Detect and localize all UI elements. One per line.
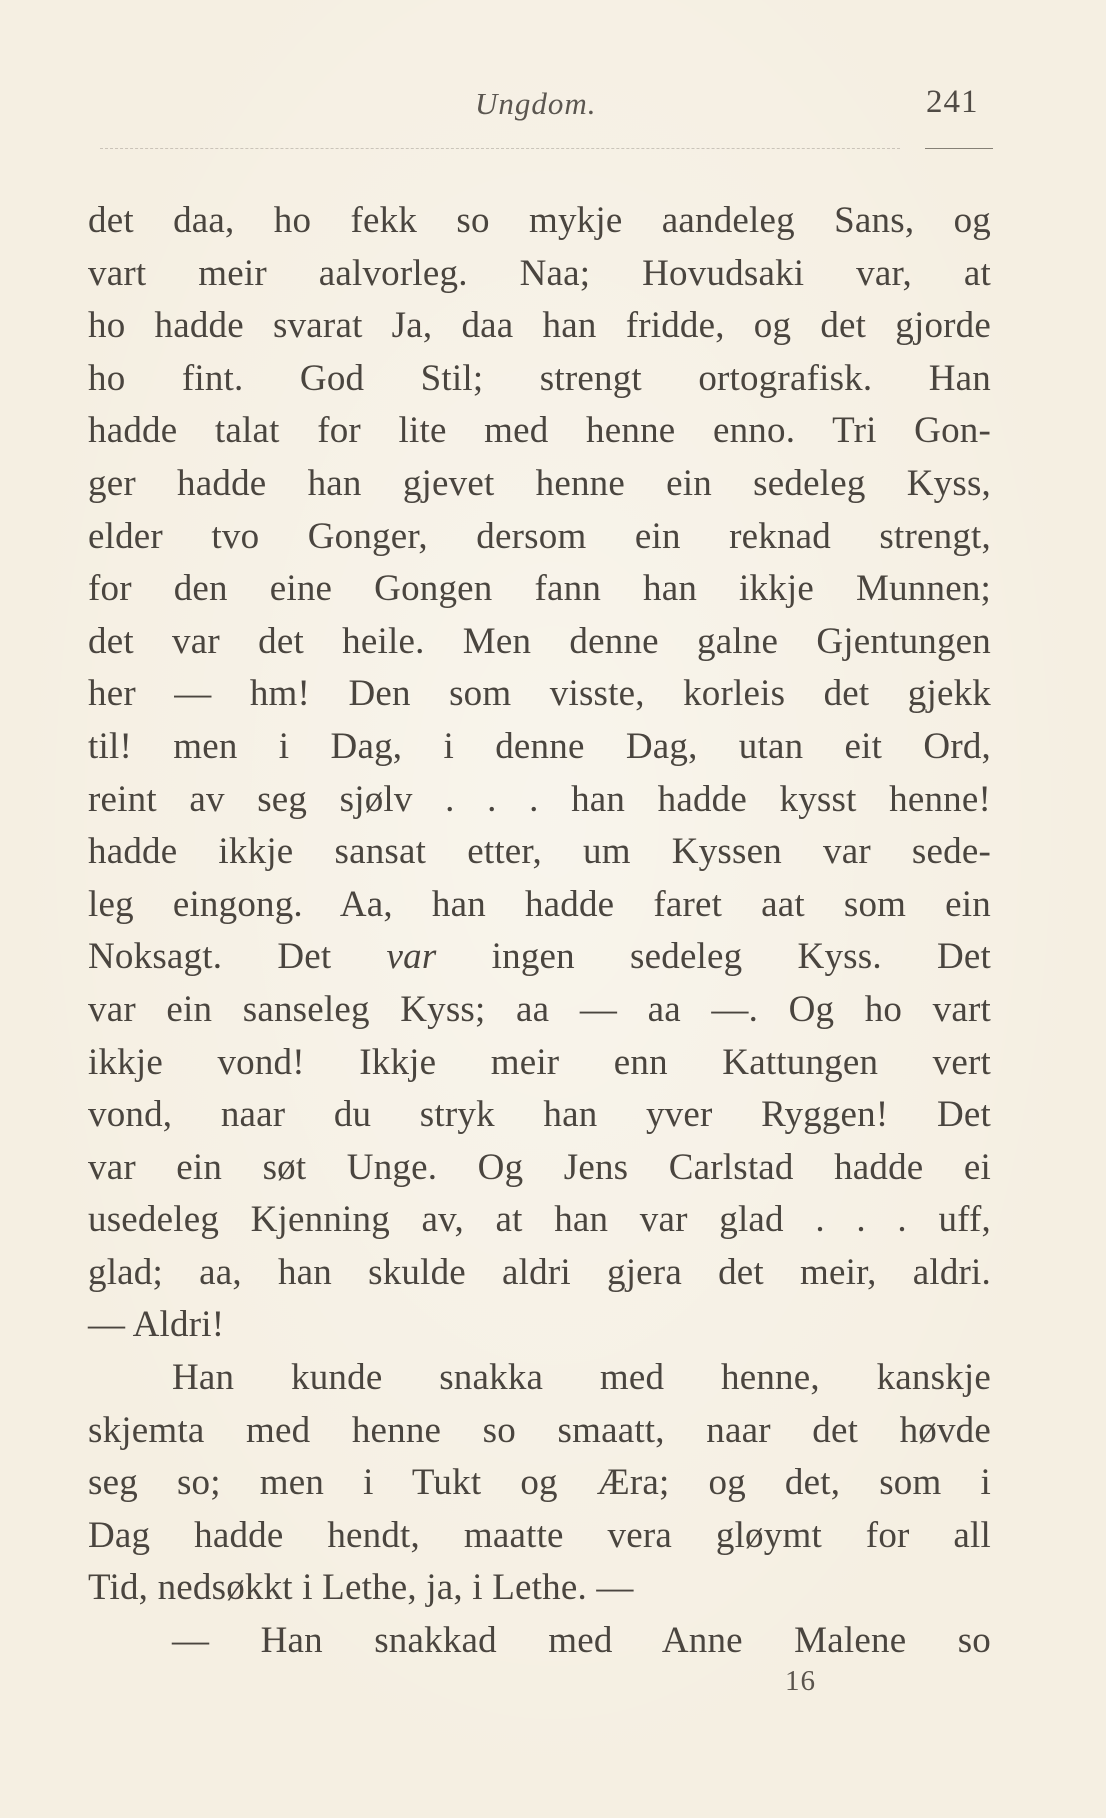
page-number: 241 [926, 84, 979, 120]
text-line-25: seg so; men i Tukt og Æra; og det, som i [88, 1462, 991, 1504]
text-line-9: det var det heile. Men denne galne Gjentungen [88, 620, 991, 662]
text-line-20: usedeleg Kjenning av, at han var glad . . . uff, [88, 1199, 991, 1241]
text-line-24: skjemta med henne so smaatt, naar det høvde [88, 1409, 991, 1451]
signature-mark: 16 [785, 1665, 816, 1697]
emphasized-word: var [386, 936, 437, 978]
text-line-10: her — hm! Den som visste, korleis det gjekk [88, 673, 991, 715]
text-line-18: vond, naar du stryk han yver Ryggen! Det [88, 1094, 991, 1136]
text-line-17: ikkje vond! Ikkje meir enn Kattungen vert [88, 1041, 991, 1083]
text-line-15-before: Noksagt. Det [88, 936, 387, 978]
text-line-19: var ein søt Unge. Og Jens Carlstad hadde ei [88, 1146, 991, 1188]
text-line-14: leg eingong. Aa, han hadde faret aat som ein [88, 883, 991, 925]
text-line-15-after: ingen sedeleg Kyss. Det [436, 936, 992, 978]
page-number-rule [925, 148, 993, 149]
header-rule [100, 148, 900, 149]
text-line-8: for den eine Gongen fann han ikkje Munnen; [88, 568, 991, 610]
text-line-4: ho fint. God Stil; strengt ortografisk. Han [88, 357, 991, 399]
text-line-27: Tid, nedsøkkt i Lethe, ja, i Lethe. — [88, 1567, 634, 1609]
text-line-15 [88, 931, 991, 984]
text-line-7: elder tvo Gonger, dersom ein reknad strengt, [88, 515, 991, 557]
text-line-1: det daa, ho fekk so mykje aandeleg Sans, og [88, 200, 991, 241]
text-line-22: — Aldri! [88, 1304, 225, 1346]
text-line-2: vart meir aalvorleg. Naa; Hovudsaki var, at [88, 252, 991, 294]
running-head [0, 82, 1106, 130]
running-title: Ungdom. [475, 86, 597, 121]
text-line-3: ho hadde svarat Ja, daa han fridde, og det gjorde [88, 305, 991, 347]
text-line-6: ger hadde han gjevet henne ein sedeleg Kyss, [88, 462, 991, 504]
text-line-13: hadde ikkje sansat etter, um Kyssen var sede- [88, 831, 991, 873]
text-line-21: glad; aa, han skulde aldri gjera det meir, aldri. [88, 1251, 991, 1293]
text-line-23: Han kunde snakka med henne, kanskje [172, 1357, 991, 1399]
text-line-11: til! men i Dag, i denne Dag, utan eit Ord, [88, 725, 991, 767]
body-text [88, 195, 991, 1668]
text-line-28: — Han snakkad med Anne Malene so [172, 1620, 991, 1662]
text-line-12: reint av seg sjølv . . . han hadde kysst henne! [88, 778, 991, 820]
text-line-26: Dag hadde hendt, maatte vera gløymt for all [88, 1514, 991, 1556]
text-line-5: hadde talat for lite med henne enno. Tri Gon- [88, 410, 991, 452]
text-line-16: var ein sanseleg Kyss; aa — aa —. Og ho vart [88, 988, 991, 1030]
